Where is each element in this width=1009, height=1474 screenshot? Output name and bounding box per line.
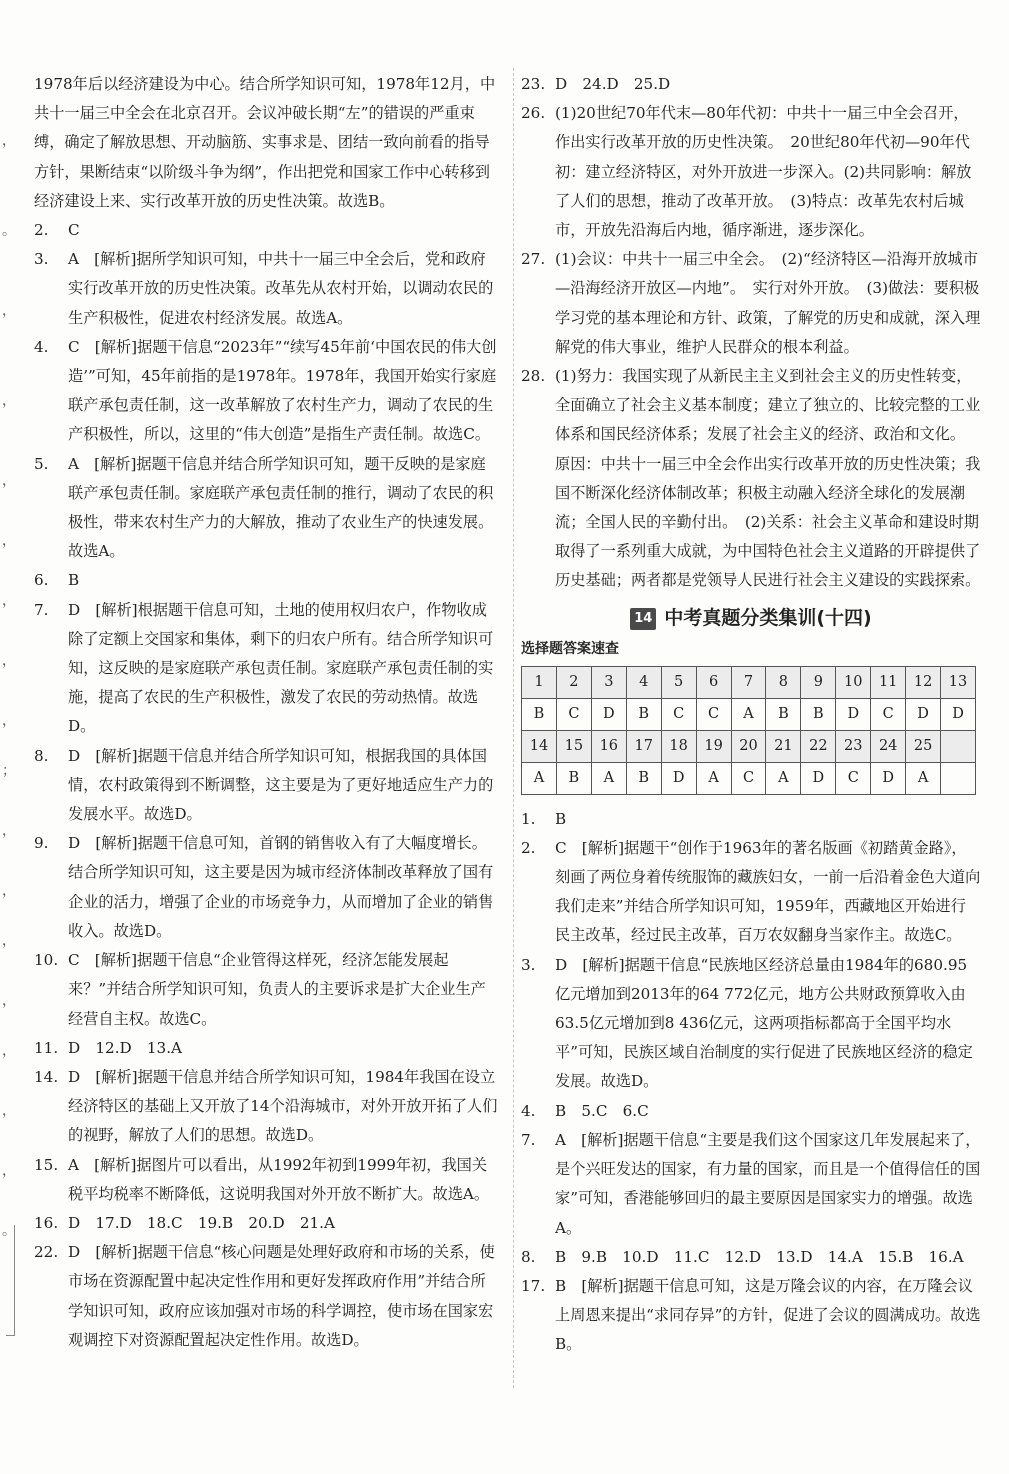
answer-table-row bbox=[522, 698, 976, 730]
gutter-char: ， bbox=[2, 883, 16, 899]
answer-item bbox=[521, 99, 981, 245]
answer-item bbox=[34, 742, 498, 830]
answer-number: 4. bbox=[34, 337, 49, 356]
right-column bbox=[521, 70, 981, 1360]
answer-table-cell: C bbox=[836, 762, 871, 794]
answer-table-row bbox=[522, 666, 976, 698]
answer-table-cell: C bbox=[696, 698, 731, 730]
answer-table-cell: B bbox=[556, 762, 591, 794]
answer-item bbox=[521, 1126, 981, 1243]
gutter-char: ； bbox=[2, 763, 16, 779]
answer-table-cell: A bbox=[696, 762, 731, 794]
answer-number: 6. bbox=[34, 571, 49, 590]
answer-text: A [解析]据题干信息并结合所学知识可知，题干反映的是家庭联产承包责任制。家庭联产承包责任制的推行，调动了农民的积极性，带来农村生产力的大解放，推动了农业生产的快速发展。故选A。 bbox=[68, 454, 494, 561]
answer-table-cell: 10 bbox=[836, 666, 871, 698]
gutter-char: 。 bbox=[2, 223, 16, 239]
answer-table-cell: C bbox=[556, 698, 591, 730]
answer-item bbox=[521, 951, 981, 1097]
answer-table-cell: 8 bbox=[766, 666, 801, 698]
section-badge: 14 bbox=[630, 608, 656, 630]
answer-table-row bbox=[522, 730, 976, 762]
answer-table-cell: B bbox=[766, 698, 801, 730]
answer-item bbox=[34, 566, 498, 595]
answer-item bbox=[34, 1151, 498, 1209]
answer-table-cell: D bbox=[906, 698, 941, 730]
answer-table-row bbox=[522, 762, 976, 794]
answer-number: 9. bbox=[34, 834, 49, 853]
answer-item bbox=[34, 1063, 498, 1151]
answer-number: 3. bbox=[521, 955, 536, 974]
answer-table-cell: 21 bbox=[766, 730, 801, 762]
answer-table-cell: 7 bbox=[731, 666, 766, 698]
answer-number: 5. bbox=[34, 454, 49, 473]
answer-table-cell: A bbox=[766, 762, 801, 794]
gutter-char: ， bbox=[2, 303, 16, 319]
section-heading bbox=[521, 602, 981, 634]
answer-table-cell: 1 bbox=[522, 666, 557, 698]
gutter-char: ， bbox=[2, 593, 16, 609]
answer-item bbox=[521, 1272, 981, 1360]
answer-table-cell: 19 bbox=[696, 730, 731, 762]
gutter-char: ， bbox=[2, 1103, 16, 1119]
answer-text: A [解析]据题干信息“主要是我们这个国家这几年发展起来了，是个兴旺发达的国家，有力量的国家，而且是一个值得信任的国家”可知，香港能够回归的最主要原因是国家实力的增强。故选A。 bbox=[555, 1130, 981, 1237]
answer-table-cell: 22 bbox=[801, 730, 836, 762]
answer-text: B 9.B 10.D 11.C 12.D 13.D 14.A 15.B 16.A bbox=[555, 1247, 964, 1266]
answer-text: A [解析]据图片可以看出，从1992年初到1999年初，我国关税平均税率不断降低，这说明我国对外开放不断扩大。故选A。 bbox=[68, 1155, 490, 1203]
answer-table-cell: 25 bbox=[906, 730, 941, 762]
answer-text: 1978年后以经济建设为中心。结合所学知识可知，1978年12月，中共十一届三中全会在北京召开。会议冲破长期“左”的错误的严重束缚，确定了解放思想、开动脑筋、实事求是、团结一致向前看的指导方针，果断结束“以阶级斗争为纲”，作出把党和国家工作中心转移到经济建设上来、实行改革开放的历史性决策。故选B。 bbox=[34, 75, 496, 210]
answer-text: D [解析]据题干信息“核心问题是处理好政府和市场的关系，使市场在资源配置中起决定性作用和更好发挥政府作用”并结合所学知识可知，政府应该加强对市场的科学调控，使市场在国家宏观调控下对资源配置起决定性作用。故选D。 bbox=[68, 1243, 495, 1349]
answer-table-cell: 16 bbox=[591, 730, 626, 762]
answer-text: (1)努力：我国实现了从新民主主义到社会主义的历史性转变，全面确立了社会主义基本制度；建立了独立的、比较完整的工业体系和国民经济体系；发展了社会主义的经济、政治和文化。 原因：中共十一届三中全会作出实行改革开放的历史性决策；我国不断深化经济体制改革；积极主动融入经济全球化的发展潮流；全国人民的辛勤付出。 (2)关系：社会主义革命和建设时期取得了一系列重大成就，为中国特色社会主义道路的开辟提供了历史基础；两者都是党领导人民进行社会主义建设的实践探索。 bbox=[555, 367, 981, 590]
gutter-char: ， bbox=[2, 393, 16, 409]
answer-table-cell: D bbox=[836, 698, 871, 730]
answer-table-cell: 24 bbox=[871, 730, 906, 762]
answer-table-cell: 23 bbox=[836, 730, 871, 762]
gutter-char: ， bbox=[2, 713, 16, 729]
answer-item bbox=[521, 1243, 981, 1272]
answer-table-cell: 13 bbox=[941, 666, 976, 698]
gutter-char: ， bbox=[2, 133, 16, 149]
answer-table-cell: 9 bbox=[801, 666, 836, 698]
answer-text: D 12.D 13.A bbox=[68, 1038, 183, 1057]
answer-item bbox=[34, 1209, 498, 1238]
gutter-char: ， bbox=[2, 993, 16, 1009]
answer-number: 15. bbox=[34, 1155, 59, 1174]
answer-table-cell: 17 bbox=[626, 730, 661, 762]
answer-number: 23. bbox=[521, 75, 546, 93]
answer-text: B bbox=[68, 571, 80, 590]
answer-table-cell: 11 bbox=[871, 666, 906, 698]
answer-text: B bbox=[555, 809, 567, 828]
answer-text: D [解析]据题干信息“民族地区经济总量由1984年的680.95亿元增加到2013年的64 772亿元，地方公共财政预算收入由63.5亿元增加到8 436亿元，这两项指标都高于全国平均水平”可知，民族区域自治制度的实行促进了民族地区经济的稳定发展。故选D。 bbox=[555, 955, 973, 1091]
answer-item bbox=[521, 805, 981, 834]
column-divider bbox=[513, 68, 514, 1388]
answer-item bbox=[521, 70, 981, 99]
gutter-char: ， bbox=[2, 1163, 16, 1179]
answer-number: 8. bbox=[34, 746, 49, 765]
answer-number: 11. bbox=[34, 1038, 59, 1057]
answer-number: 10. bbox=[34, 951, 59, 970]
answer-number: 1. bbox=[521, 809, 536, 828]
answer-table-cell: 5 bbox=[661, 666, 696, 698]
section-title: 中考真题分类集训(十四) bbox=[664, 606, 872, 629]
gutter-rule bbox=[6, 1225, 15, 1336]
answer-text: (1)会议：中共十一届三中全会。 (2)“经济特区—沿海开放城市—沿海经济开放区—内地”。 实行对外开放。 (3)做法：要积极学习党的基本理论和方针、政策，了解党的历史和成就，深入理解党的伟大事业，维护人民群众的根本利益。 bbox=[555, 250, 981, 356]
gutter-char: ， bbox=[2, 823, 16, 839]
page-gutter bbox=[0, 60, 22, 1420]
answer-item bbox=[521, 362, 981, 596]
answer-item bbox=[34, 1238, 498, 1355]
answer-number: 28. bbox=[521, 367, 546, 386]
answer-table-cell: 4 bbox=[626, 666, 661, 698]
answer-text: D [解析]据题干信息可知，首钢的销售收入有了大幅度增长。结合所学知识可知，这主要是因为城市经济体制改革释放了国有企业的活力，增强了企业的市场竞争力，从而增加了企业的销售收入。故选D。 bbox=[68, 834, 494, 940]
left-column bbox=[34, 70, 498, 1355]
answer-table-cell: C bbox=[731, 762, 766, 794]
answer-text: C [解析]据题干信息“2023年”“续写45年前‘中国农民的伟大创造’”可知，45年前指的是1978年。1978年，我国开始实行家庭联产承包责任制，这一改革解放了农村生产力，调动了农民的生产积极性，所以，这里的“伟大创造”是指生产责任制。故选C。 bbox=[68, 337, 497, 444]
answer-item bbox=[521, 1097, 981, 1126]
answer-text: A [解析]据所学知识可知，中共十一届三中全会后，党和政府实行改革开放的历史性决策。改革先从农村开始，以调动农民的生产积极性，促进农村经济发展。故选A。 bbox=[68, 250, 494, 327]
answer-table-cell: A bbox=[522, 762, 557, 794]
answer-table-cell: D bbox=[941, 698, 976, 730]
answer-text: D [解析]据题干信息并结合所学知识可知，1984年我国在设立经济特区的基础上又开放了14个沿海城市，对外开放开拓了人们的视野，解放了人们的思想。故选D。 bbox=[68, 1067, 498, 1145]
answer-table-cell bbox=[941, 730, 976, 762]
answer-table-cell bbox=[941, 762, 976, 794]
gutter-char: ， bbox=[2, 653, 16, 669]
answer-number: 16. bbox=[34, 1213, 59, 1232]
answer-table-cell: 3 bbox=[591, 666, 626, 698]
answer-table-cell: 20 bbox=[731, 730, 766, 762]
answer-item bbox=[34, 829, 498, 946]
answer-table-cell: B bbox=[801, 698, 836, 730]
answer-table-cell: 6 bbox=[696, 666, 731, 698]
gutter-char: ， bbox=[2, 933, 16, 949]
answer-table-cell: D bbox=[661, 762, 696, 794]
answer-table bbox=[521, 666, 976, 795]
gutter-char: ， bbox=[2, 1043, 16, 1059]
gutter-char: ， bbox=[2, 533, 16, 549]
answer-item bbox=[34, 216, 498, 245]
gutter-char: ， bbox=[2, 473, 16, 489]
answer-number: 7. bbox=[521, 1130, 536, 1149]
answer-item bbox=[521, 834, 981, 951]
answer-number: 2. bbox=[34, 221, 49, 240]
answer-number: 8. bbox=[521, 1247, 536, 1266]
answer-item bbox=[34, 1034, 498, 1063]
answer-table-cell: 18 bbox=[661, 730, 696, 762]
answer-table-cell: A bbox=[906, 762, 941, 794]
answer-table-cell: B bbox=[522, 698, 557, 730]
answer-item bbox=[34, 245, 498, 333]
answer-number: 26. bbox=[521, 104, 546, 123]
answer-table-cell: A bbox=[731, 698, 766, 730]
quick-answer-title: 选择题答案速查 bbox=[521, 640, 619, 657]
answer-table-cell: C bbox=[871, 698, 906, 730]
right-bottom-answers bbox=[521, 805, 981, 1360]
answer-number: 27. bbox=[521, 250, 546, 269]
right-top-answers bbox=[521, 70, 981, 596]
answer-item bbox=[34, 333, 498, 450]
answer-table-cell: B bbox=[626, 762, 661, 794]
answer-table-cell: 14 bbox=[522, 730, 557, 762]
answer-text: D 24.D 25.D bbox=[555, 75, 671, 93]
answer-item bbox=[34, 70, 498, 216]
answer-item bbox=[34, 450, 498, 567]
answer-number: 22. bbox=[34, 1243, 59, 1262]
answer-number: 14. bbox=[34, 1067, 59, 1086]
answer-table-cell: 12 bbox=[906, 666, 941, 698]
answer-text: D [解析]据题干信息并结合所学知识可知，根据我国的具体国情，农村政策得到不断调整，这主要是为了更好地适应生产力的发展水平。故选D。 bbox=[68, 746, 494, 824]
answer-table-cell: 2 bbox=[556, 666, 591, 698]
answer-table-cell: B bbox=[626, 698, 661, 730]
answer-table-cell: D bbox=[591, 698, 626, 730]
answer-number: 4. bbox=[521, 1101, 536, 1120]
gutter-char: 。 bbox=[2, 1223, 16, 1239]
answer-text: C bbox=[68, 221, 80, 240]
answer-text: D 17.D 18.C 19.B 20.D 21.A bbox=[68, 1213, 335, 1232]
answer-table-cell: D bbox=[871, 762, 906, 794]
answer-table-cell: 15 bbox=[556, 730, 591, 762]
answer-item bbox=[34, 946, 498, 1034]
answer-text: C [解析]据题干信息“企业管得这样死，经济怎能发展起来？”并结合所学知识可知，负责人的主要诉求是扩大企业生产经营自主权。故选C。 bbox=[68, 951, 486, 1028]
answer-text: (1)20世纪70年代末—80年代初：中共十一届三中全会召开，作出实行改革开放的历史性决策。 20世纪80年代初—90年代初：建立经济特区，对外开放进一步深入。(2)共同影响：解放了人们的思想，推动了改革开放。 (3)特点：改革先农村后城市，开放先沿海后内地，循序渐进，逐步深化。 bbox=[555, 104, 972, 240]
answer-text: B [解析]据题干信息可知，这是万隆会议的内容，在万隆会议上周恩来提出“求同存异”的方针，促进了会议的圆满成功。故选B。 bbox=[555, 1276, 981, 1354]
answer-text: D [解析]根据题干信息可知，土地的使用权归农户，作物收成除了定额上交国家和集体，剩下的归农户所有。结合所学知识可知，这反映的是家庭联产承包责任制。家庭联产承包责任制的实施，提高了农民的生产积极性，激发了农民的劳动热情。故选D。 bbox=[68, 600, 494, 736]
answer-item bbox=[521, 245, 981, 362]
answer-table-cell: C bbox=[661, 698, 696, 730]
answer-number: 3. bbox=[34, 250, 49, 269]
answer-table-cell: D bbox=[801, 762, 836, 794]
answer-number: 7. bbox=[34, 600, 49, 619]
answer-number: 17. bbox=[521, 1276, 546, 1295]
answer-number: 2. bbox=[521, 838, 536, 857]
answer-table-cell: A bbox=[591, 762, 626, 794]
answer-text: B 5.C 6.C bbox=[555, 1101, 649, 1120]
answer-text: C [解析]据题干“创作于1963年的著名版画《初踏黄金路》，刻画了两位身着传统服饰的藏族妇女，一前一后沿着金色大道向我们走来”并结合所学知识可知，1959年，西藏地区开始进行民主改革，经过民主改革，百万农奴翻身当家作主。故选C。 bbox=[555, 838, 981, 945]
answer-item bbox=[34, 596, 498, 742]
